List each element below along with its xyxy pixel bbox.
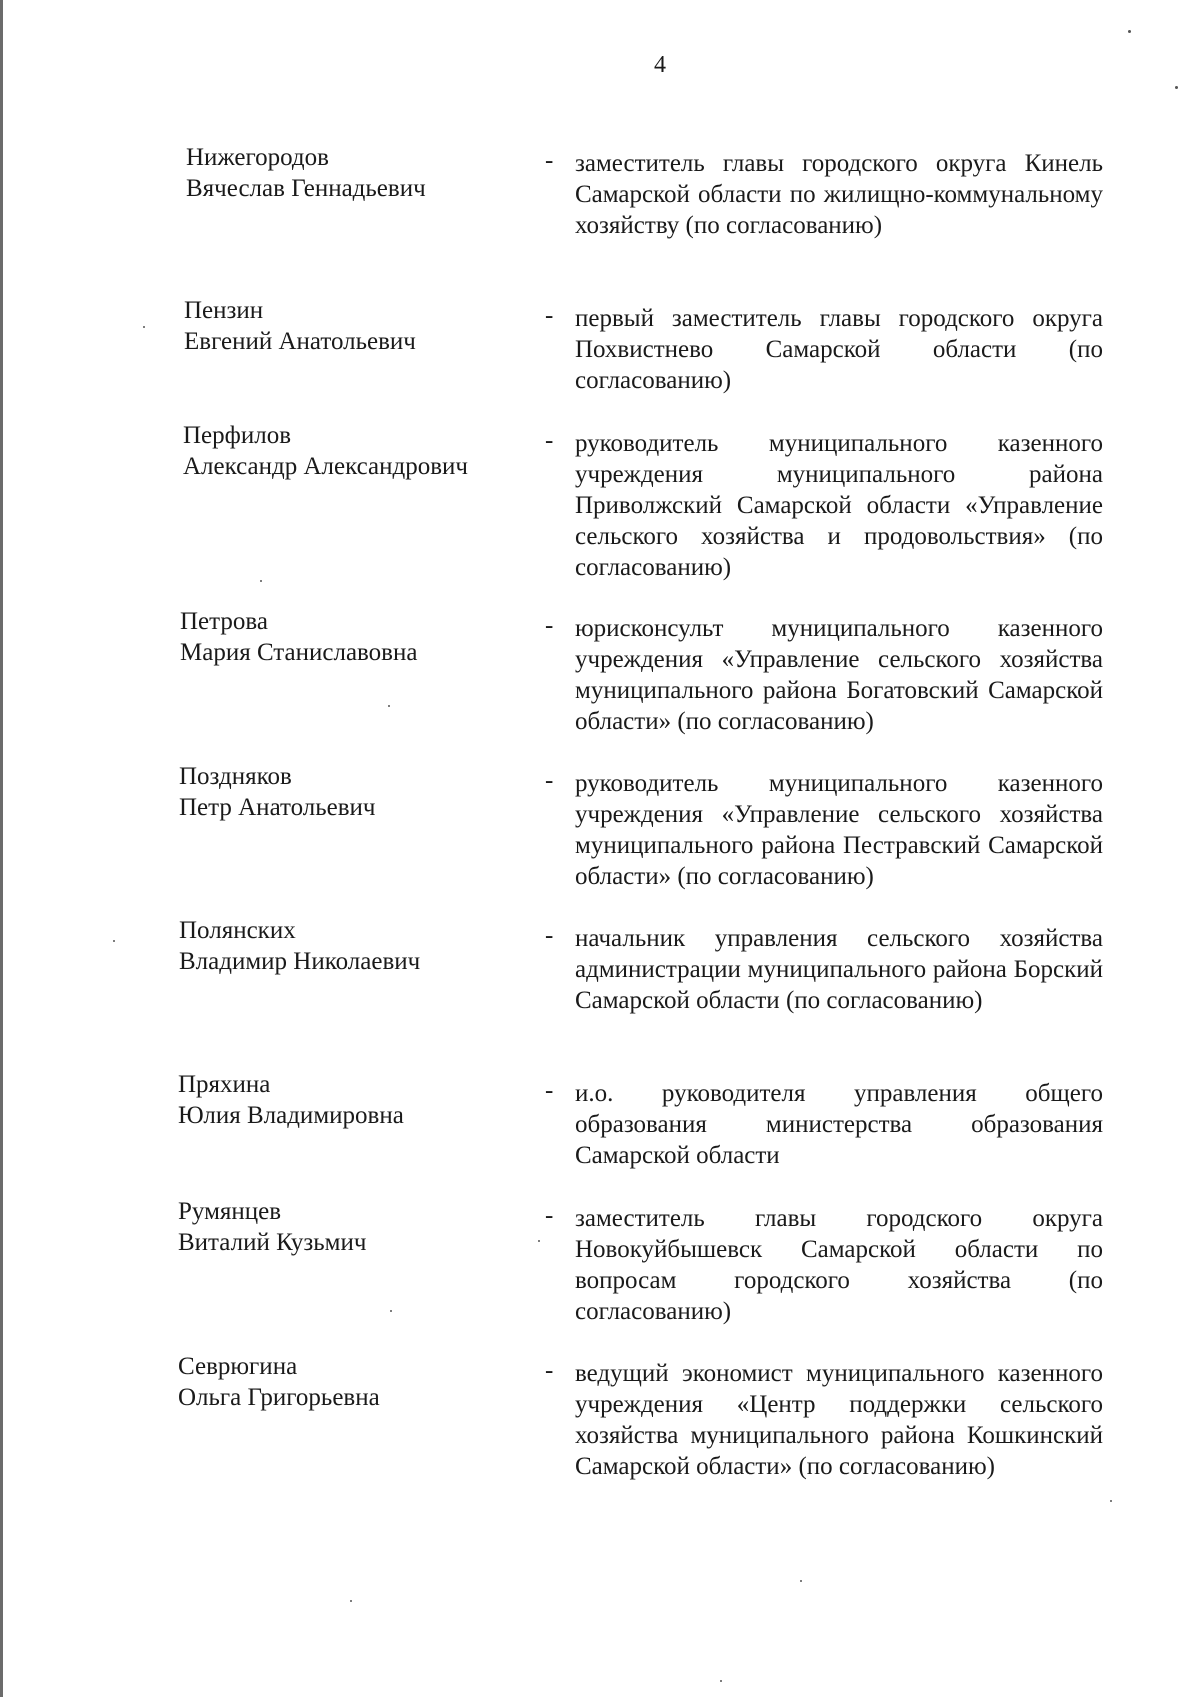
member-surname: Пряхина xyxy=(178,1071,271,1098)
scan-speck xyxy=(113,940,115,942)
scan-speck xyxy=(720,1680,722,1682)
member-dash: - xyxy=(545,1202,554,1229)
scan-speck xyxy=(800,1580,802,1582)
member-given-names: Вячеслав Геннадьевич xyxy=(186,175,426,202)
member-given-names: Александр Александрович xyxy=(183,453,468,480)
member-given-names: Виталий Кузьмич xyxy=(178,1229,367,1256)
member-dash: - xyxy=(545,1357,554,1384)
member-role: руководитель муниципального казенного учреждения «Управление сельского хозяйства муниципального района Пестравский Самарской области» (по согласованию) xyxy=(575,770,1103,890)
member-role: первый заместитель главы городского округа Похвистнево Самарской области (по согласованию) xyxy=(575,305,1103,394)
member-surname: Румянцев xyxy=(178,1198,282,1225)
member-given-names: Владимир Николаевич xyxy=(179,948,421,975)
scan-speck xyxy=(260,580,262,582)
member-name xyxy=(178,1069,508,1131)
scan-speck xyxy=(1110,1500,1112,1502)
page-edge-shadow xyxy=(0,0,3,1697)
scan-speck xyxy=(1175,86,1178,89)
member-role: начальник управления сельского хозяйства администрации муниципального района Борский Самарской области (по согласованию) xyxy=(575,925,1103,1014)
member-surname: Перфилов xyxy=(183,422,292,449)
member-name xyxy=(180,606,510,668)
member-role: заместитель главы городского округа Кинель Самарской области по жилищно-коммунальному хозяйству (по согласованию) xyxy=(575,150,1103,239)
member-given-names: Юлия Владимировна xyxy=(178,1102,404,1129)
member-dash: - xyxy=(545,612,554,639)
member-given-names: Петр Анатольевич xyxy=(179,794,376,821)
member-surname: Петрова xyxy=(180,608,268,635)
member-dash: - xyxy=(545,922,554,949)
member-dash: - xyxy=(545,767,554,794)
member-dash: - xyxy=(545,1077,554,1104)
member-given-names: Ольга Григорьевна xyxy=(178,1384,380,1411)
scan-speck xyxy=(388,705,390,707)
member-role: юрисконсульт муниципального казенного учреждения «Управление сельского хозяйства муниципального района Богатовский Самарской области» (по согласованию) xyxy=(575,615,1103,735)
member-surname: Севрюгина xyxy=(178,1353,298,1380)
member-name xyxy=(183,420,513,482)
member-given-names: Мария Станиславовна xyxy=(180,639,418,666)
scan-speck xyxy=(350,1600,352,1602)
member-given-names: Евгений Анатольевич xyxy=(184,328,416,355)
member-name xyxy=(178,1196,508,1258)
member-dash: - xyxy=(545,302,554,329)
member-dash: - xyxy=(545,427,554,454)
member-role: руководитель муниципального казенного учреждения муниципального района Приволжский Самарской области «Управление сельского хозяйства и продовольствия» (по согласованию) xyxy=(575,430,1103,581)
member-dash: - xyxy=(545,147,554,174)
scan-speck xyxy=(538,1240,540,1242)
member-role: заместитель главы городского округа Новокуйбышевск Самарской области по вопросам городского хозяйства (по согласованию) xyxy=(575,1205,1103,1325)
member-surname: Нижегородов xyxy=(186,144,329,171)
member-role: ведущий экономист муниципального казенного учреждения «Центр поддержки сельского хозяйства муниципального района Кошкинский Самарской области» (по согласованию) xyxy=(575,1360,1103,1480)
scan-speck xyxy=(143,326,145,328)
member-name xyxy=(179,915,509,977)
member-role: и.о. руководителя управления общего образования министерства образования Самарской области xyxy=(575,1080,1103,1169)
member-name xyxy=(184,295,514,357)
member-name xyxy=(179,761,509,823)
scan-speck xyxy=(1128,30,1131,33)
member-surname: Поздняков xyxy=(179,763,292,790)
member-name xyxy=(186,142,516,204)
scan-speck xyxy=(390,1310,392,1312)
member-surname: Полянских xyxy=(179,917,296,944)
page-number: 4 xyxy=(654,52,666,78)
member-surname: Пензин xyxy=(184,297,264,324)
member-name xyxy=(178,1351,508,1413)
